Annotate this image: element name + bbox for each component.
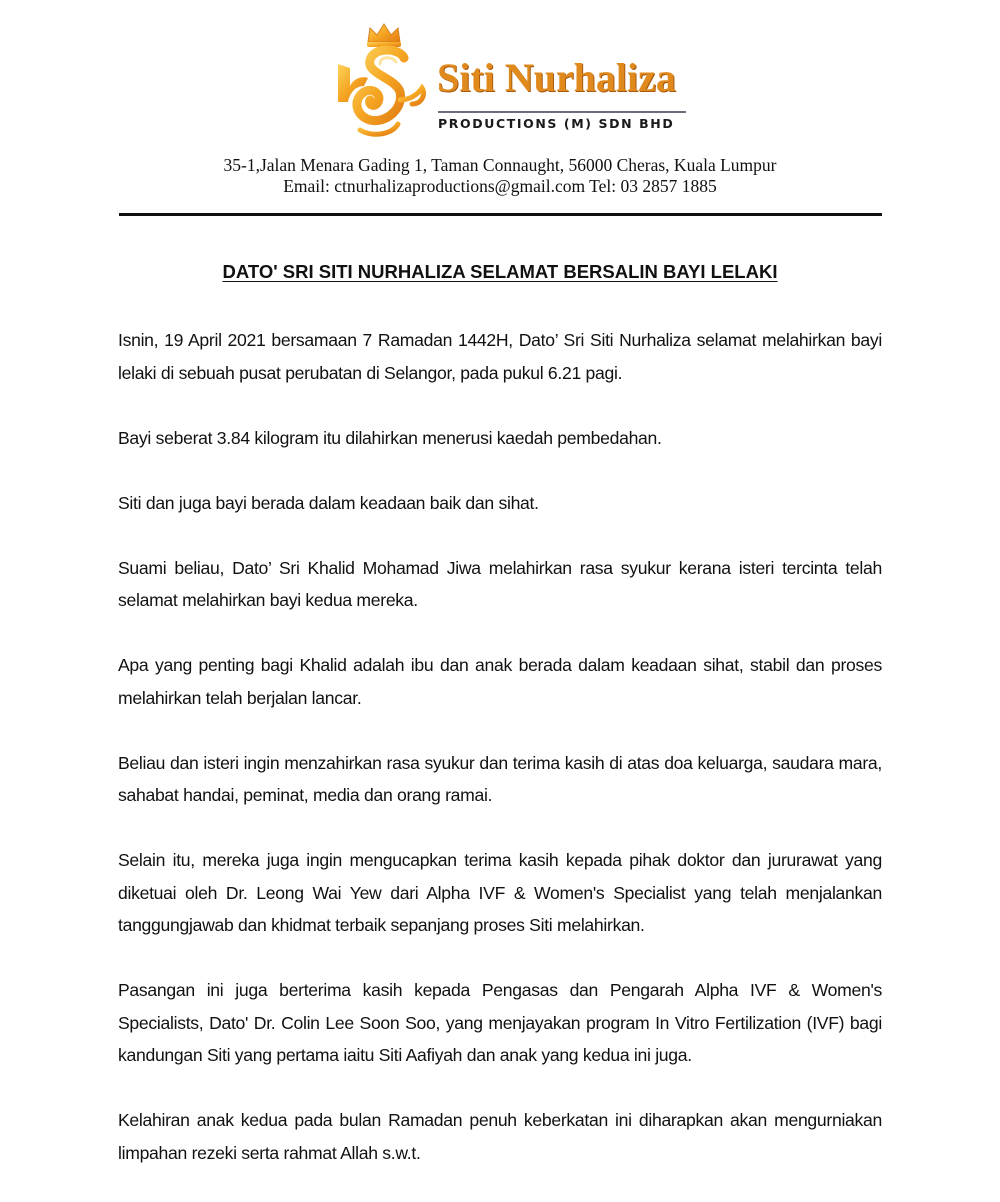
paragraph: Apa yang penting bagi Khalid adalah ibu dan anak berada dalam keadaan sihat, stabil dan proses melahirkan telah berjalan lancar.: [118, 655, 882, 708]
letterhead-divider: [119, 213, 882, 216]
brand-subtitle: PRODUCTIONS (M) SDN BHD: [438, 116, 675, 131]
paragraph: Suami beliau, Dato’ Sri Khalid Mohamad Jiwa melahirkan rasa syukur kerana isteri tercinta telah selamat melahirkan bayi kedua mereka.: [118, 557, 882, 610]
letterhead-contact: [0, 155, 1000, 197]
document-title: DATO' SRI SITI NURHALIZA SELAMAT BERSALIN BAYI LELAKI: [222, 261, 778, 282]
paragraph: Selain itu, mereka juga ingin mengucapkan terima kasih kepada pihak doktor dan jururawat yang diketuai oleh Dr. Leong Wai Yew dari Alpha IVF & Women's Specialist yang telah menjalankan tanggungjawab dan khidmat terbaik sepanjang proses Siti melahirkan.: [118, 850, 882, 935]
paragraph: Kelahiran anak kedua pada bulan Ramadan penuh keberkatan ini diharapkan akan mengurniakan limpahan rezeki serta rahmat Allah s.w.t.: [118, 1110, 882, 1163]
company-logo: [334, 20, 694, 140]
contact-line: Email: ctnurhalizaproductions@gmail.com Tel: 03 2857 1885: [283, 176, 717, 196]
paragraph: Bayi seberat 3.84 kilogram itu dilahirkan menerusi kaedah pembedahan.: [118, 427, 662, 448]
paragraph: Siti dan juga bayi berada dalam keadaan baik dan sihat.: [118, 492, 539, 513]
document-body: [118, 324, 882, 1202]
crowned-s-monogram-icon: [334, 20, 439, 140]
paragraph: Pasangan ini juga berterima kasih kepada Pengasas dan Pengarah Alpha IVF & Women's Specialists, Dato' Dr. Colin Lee Soon Soo, yang menjayakan program In Vitro Fertilization (IVF) bagi kandungan Siti yang pertama iaitu Siti Aafiyah dan anak yang kedua ini juga.: [118, 980, 882, 1065]
paragraph: Isnin, 19 April 2021 bersamaan 7 Ramadan 1442H, Dato’ Sri Siti Nurhaliza selamat melahirkan bayi lelaki di sebuah pusat perubatan di Selangor, pada pukul 6.21 pagi.: [118, 330, 882, 383]
paragraph: Beliau dan isteri ingin menzahirkan rasa syukur dan terima kasih di atas doa keluarga, saudara mara, sahabat handai, peminat, media dan orang ramai.: [118, 752, 882, 805]
brand-divider: [438, 111, 686, 113]
brand-name: Siti Nurhaliza: [437, 55, 676, 100]
address-line: 35-1,Jalan Menara Gading 1, Taman Connaught, 56000 Cheras, Kuala Lumpur: [223, 155, 777, 175]
